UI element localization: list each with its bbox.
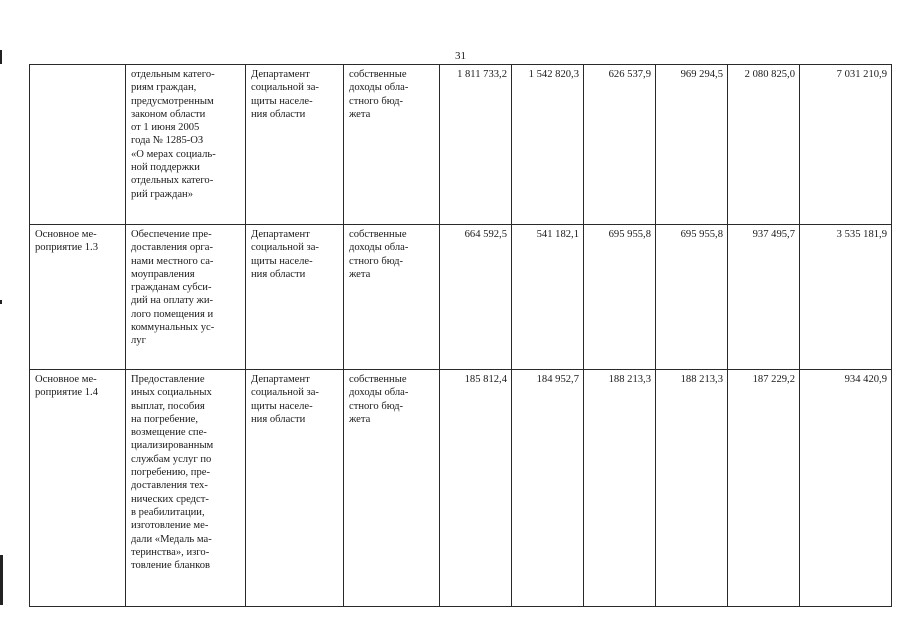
table-row bbox=[30, 65, 892, 225]
scan-edge-mark bbox=[0, 555, 3, 605]
amount-cell: 187 229,2 bbox=[728, 370, 800, 607]
description-cell: отдельным катего- риям граждан, предусмотренным законом области от 1 июня 2005 года № 1285-ОЗ «О мерах социаль- ной поддержки отдельных катего- рий граждан» bbox=[126, 65, 246, 225]
event-cell bbox=[30, 65, 126, 225]
amount-cell: 188 213,3 bbox=[584, 370, 656, 607]
funding-source-cell: собственные доходы обла- стного бюд- жета bbox=[344, 65, 440, 225]
scan-edge-mark bbox=[0, 300, 2, 304]
amount-cell: 541 182,1 bbox=[512, 225, 584, 370]
event-cell: Основное ме- роприятие 1.3 bbox=[30, 225, 126, 370]
funding-source-cell: собственные доходы обла- стного бюд- жета bbox=[344, 225, 440, 370]
executor-cell: Департамент социальной за- щиты населе- ния области bbox=[246, 225, 344, 370]
amount-cell: 664 592,5 bbox=[440, 225, 512, 370]
amount-cell: 969 294,5 bbox=[656, 65, 728, 225]
table-row bbox=[30, 370, 892, 607]
amount-cell: 188 213,3 bbox=[656, 370, 728, 607]
amount-cell: 1 542 820,3 bbox=[512, 65, 584, 225]
amount-cell: 2 080 825,0 bbox=[728, 65, 800, 225]
amount-cell: 185 812,4 bbox=[440, 370, 512, 607]
amount-cell: 937 495,7 bbox=[728, 225, 800, 370]
scan-edge-mark bbox=[0, 50, 2, 64]
amount-cell: 184 952,7 bbox=[512, 370, 584, 607]
table-row bbox=[30, 225, 892, 370]
executor-cell: Департамент социальной за- щиты населе- ния области bbox=[246, 370, 344, 607]
total-cell: 934 420,9 bbox=[800, 370, 892, 607]
page-number: 31 bbox=[455, 50, 466, 62]
total-cell: 3 535 181,9 bbox=[800, 225, 892, 370]
total-cell: 7 031 210,9 bbox=[800, 65, 892, 225]
funding-source-cell: собственные доходы обла- стного бюд- жета bbox=[344, 370, 440, 607]
amount-cell: 695 955,8 bbox=[584, 225, 656, 370]
description-cell: Обеспечение пре- доставления орга- нами местного са- моуправления гражданам субси- дий на оплату жи- лого помещения и коммунальных ус- луг bbox=[126, 225, 246, 370]
budget-table bbox=[29, 64, 892, 607]
amount-cell: 626 537,9 bbox=[584, 65, 656, 225]
event-cell: Основное ме- роприятие 1.4 bbox=[30, 370, 126, 607]
description-cell: Предоставление иных социальных выплат, пособия на погребение, возмещение спе- циализированным службам услуг по погребению, пре- доставления тех- нических средст- в реабилитации, изготовление ме- дали «Медаль ма- теринства», изго- товление бланков bbox=[126, 370, 246, 607]
amount-cell: 1 811 733,2 bbox=[440, 65, 512, 225]
amount-cell: 695 955,8 bbox=[656, 225, 728, 370]
executor-cell: Департамент социальной за- щиты населе- ния области bbox=[246, 65, 344, 225]
